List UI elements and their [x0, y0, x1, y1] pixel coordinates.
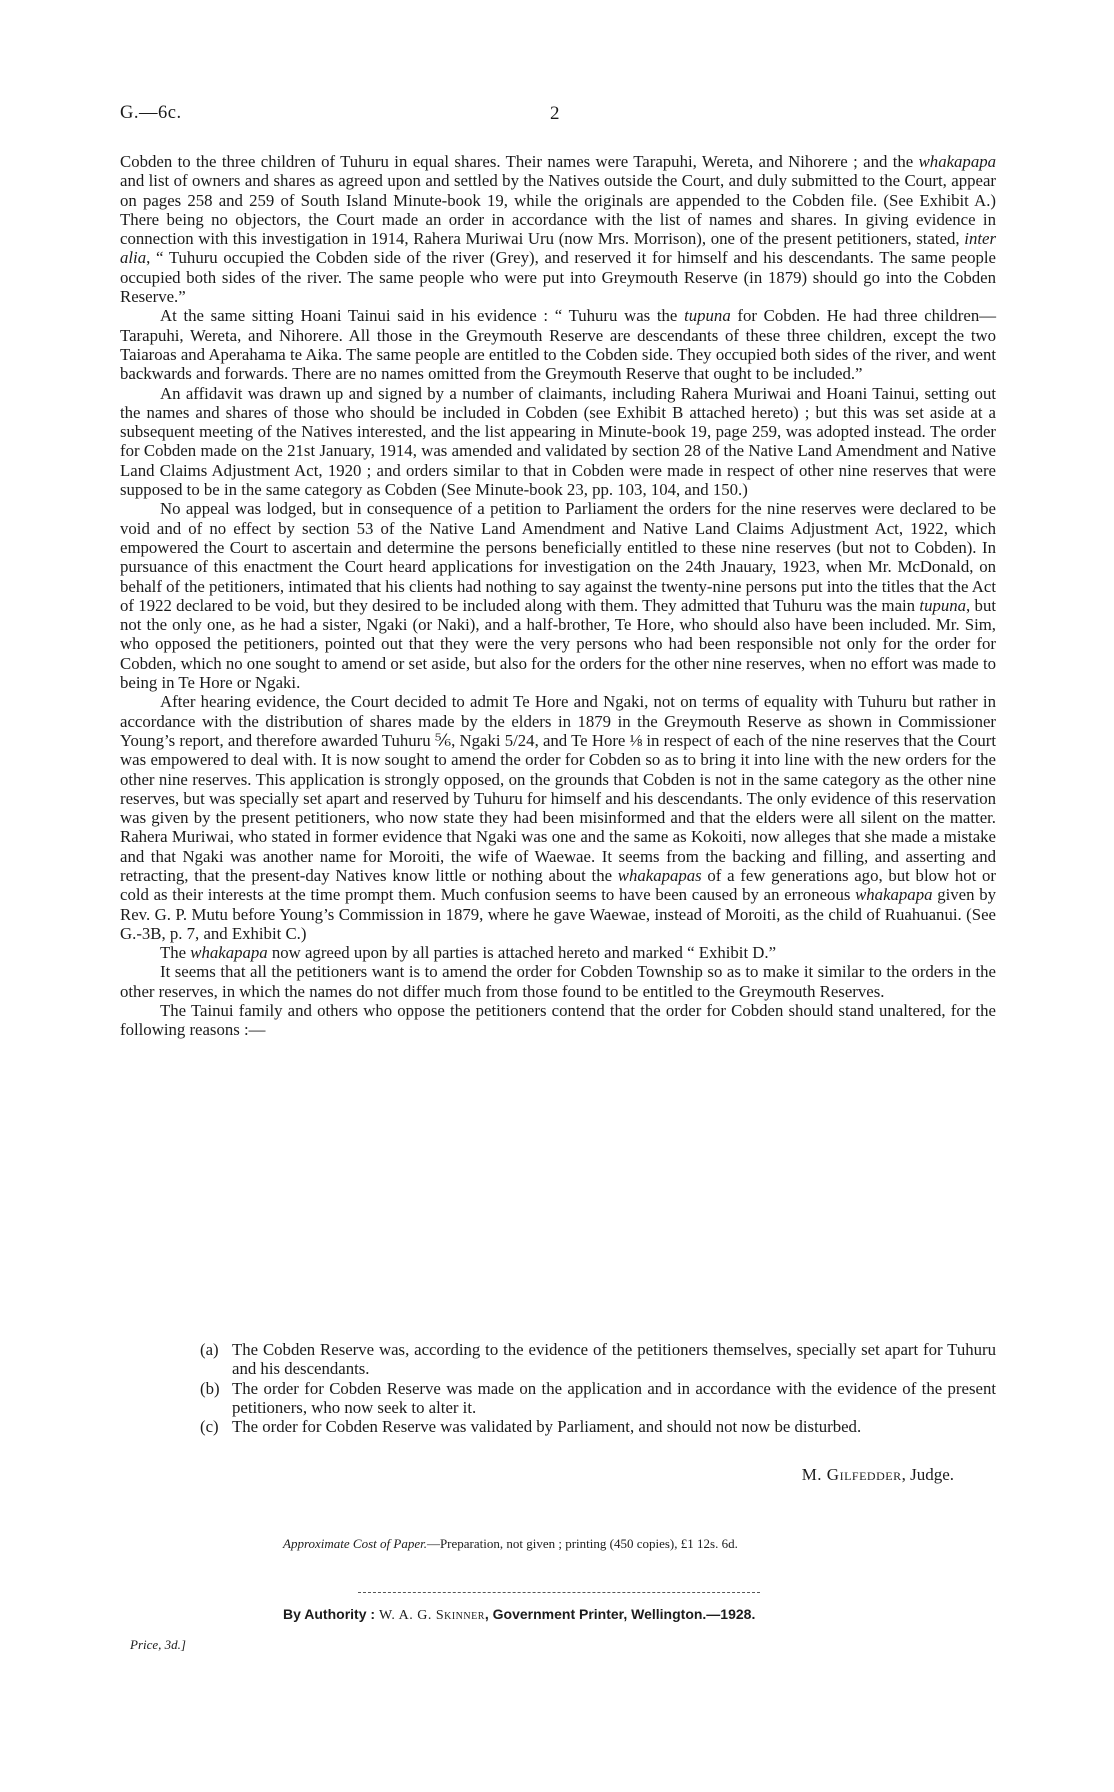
paragraph: At the same sitting Hoani Tainui said in his evidence : “ Tuhuru was the tupuna for Cobden. He had three children—Tarapuhi, Wereta, and Nihorere. All those in the Greymouth Reserve are descendants of these three children, except the two Taiaroas and Aperahama te Aika. The same people are entitled to the Cobden side. They occupied both sides of the river, and went backwards and forwards. There are no names omitted from the Greymouth Reserve that ought to be included.” [120, 306, 996, 384]
page-number: 2 [550, 103, 560, 124]
paragraph: The Tainui family and others who oppose the petitioners contend that the order for Cobden should stand unaltered, for the following reasons :— [120, 1001, 996, 1040]
reasons-list [200, 1340, 996, 1436]
authority-rest: , Government Printer, Wellington.—1928. [484, 1606, 756, 1622]
printer-authority [283, 1606, 755, 1624]
judge-name: M. Gilfedder [801, 1465, 902, 1484]
paragraph: An affidavit was drawn up and signed by a number of claimants, including Rahera Muriwai and Hoani Tainui, setting out the names and shares of those who should be included in Cobden (see Exhibit B attached hereto) ; but this was set aside at a subsequent meeting of the Natives interested, and the list appearing in Minute-book 19, page 259, was adopted instead. The order for Cobden made on the 21st January, 1914, was amended and validated by section 28 of the Native Land Amendment and Native Land Claims Adjustment Act, 1920 ; and orders similar to that in Cobden were made in respect of other nine reserves that were supposed to be in the same category as Cobden (See Minute-book 23, pp. 103, 104, and 150.) [120, 383, 996, 500]
judge-title: , Judge. [901, 1465, 954, 1484]
main-text [120, 152, 996, 1040]
reason-marker: (b) [200, 1378, 220, 1398]
judge-signature [802, 1465, 954, 1485]
paragraph: No appeal was lodged, but in consequence of a petition to Parliament the orders for the nine reserves were declared to be void and of no effect by section 53 of the Native Land Amendment and Native Land Claims Adjustment Act, 1922, which empowered the Court to ascertain and determine the persons beneficially entitled to these nine reserves (but not to Cobden). In pursuance of this enactment the Court heard applications for investigation on the 24th Jnauary, 1923, when Mr. McDonald, on behalf of the petitioners, intimated that his clients had nothing to say against the twenty-nine persons put into the titles that the Act of 1922 declared to be void, but they desired to be included along with them. They admitted that Tuhuru was the main tupuna, but not the only one, as he had a sister, Ngaki (or Naki), and a half-brother, Te Hore, who should also have been included. Mr. Sim, who opposed the petitioners, pointed out that they were the very persons who had been responsible not only for the order for Cobden, which no one sought to amend or set aside, but also for the orders for the other nine reserves, when no effort was made to being in Te Hore or Ngaki. [120, 499, 996, 693]
reason-text: The Cobden Reserve was, according to the evidence of the petitioners themselves, specially set apart for Tuhuru and his descendants. [232, 1340, 996, 1379]
price: Price, 3d.] [130, 1637, 186, 1652]
reason-text: The order for Cobden Reserve was validated by Parliament, and should not now be disturbed. [232, 1417, 862, 1437]
paragraph: It seems that all the petitioners want is to amend the order for Cobden Township so as to make it similar to the orders in the other reserves, in which the names do not differ much from those found to be entitled to the Greymouth Reserves. [120, 962, 996, 1001]
paragraph: After hearing evidence, the Court decided to admit Te Hore and Ngaki, not on terms of equality with Tuhuru but rather in accordance with the distribution of shares made by the elders in 1879 in the Greymouth Reserve as shown in Commissioner Young’s report, and therefore awarded Tuhuru ⅚, Ngaki 5/24, and Te Hore ⅛ in respect of each of the nine reserves that the Court was empowered to deal with. It is now sought to amend the order for Cobden so as to bring it into line with the new orders for the other nine reserves. This application is strongly opposed, on the grounds that Cobden is not in the same category as the other nine reserves, but was specially set apart and reserved by Tuhuru for himself and his descendants. The only evidence of this reservation was given by the present petitioners, who now state they had been misinformed and that the elders were all silent on the matter. Rahera Muriwai, who stated in former evidence that Ngaki was one and the same as Kokoiti, now alleges that she made a mistake and that Ngaki was another name for Moroiti, the wife of Waewae. It seems from the backing and filling, and asserting and retracting, that the present-day Natives know little or nothing about the whakapapas of a few generations ago, but blow hot or cold as their interests at the time prompt them. Much confusion seems to have been caused by an erroneous whakapapa given by Rev. G. P. Mutu before Young’s Commission in 1879, where he gave Waewae, instead of Moroiti, as the child of Ruahuanui. (See G.-3B, p. 7, and Exhibit C.) [120, 692, 996, 943]
reason-marker: (a) [200, 1340, 219, 1359]
paragraph: Cobden to the three children of Tuhuru in equal shares. Their names were Tarapuhi, Wereta, and Nihorere ; and the whakapapa and list of owners and shares as agreed upon and settled by the Natives outside the Court, and duly submitted to the Court, appear on pages 258 and 259 of South Island Minute-book 19, while the originals are appended to the Cobden file. (See Exhibit A.) There being no objectors, the Court made an order in accordance with the list of names and shares. In giving evidence in connection with this investigation in 1914, Rahera Muriwai Uru (now Mrs. Morrison), one of the present petitioners, stated, inter alia, “ Tuhuru occupied the Cobden side of the river (Grey), and reserved it for himself and his descendants. The same people occupied both sides of the river. The same people who were put into Greymouth Reserve (in 1879) should go into the Cobden Reserve.” [120, 152, 996, 307]
reason-item [200, 1379, 996, 1418]
reason-item [200, 1340, 996, 1379]
reason-text: The order for Cobden Reserve was made on the application and in accordance with the evidence of the present petitioners, who now seek to alter it. [232, 1378, 996, 1417]
document-reference: G.—6c. [120, 103, 182, 123]
reason-marker: (c) [200, 1417, 219, 1437]
authority-label: By Authority : [283, 1606, 376, 1622]
cost-label: Approximate Cost of Paper. [283, 1536, 427, 1551]
cost-note [283, 1536, 738, 1552]
reason-item [200, 1417, 996, 1436]
printer-name: W. A. G. Skinner [378, 1608, 485, 1623]
footer-divider [358, 1592, 760, 1593]
cost-detail: —Preparation, not given ; printing (450 copies), £1 12s. 6d. [426, 1536, 738, 1551]
paragraph: The whakapapa now agreed upon by all parties is attached hereto and marked “ Exhibit D.” [160, 943, 777, 963]
